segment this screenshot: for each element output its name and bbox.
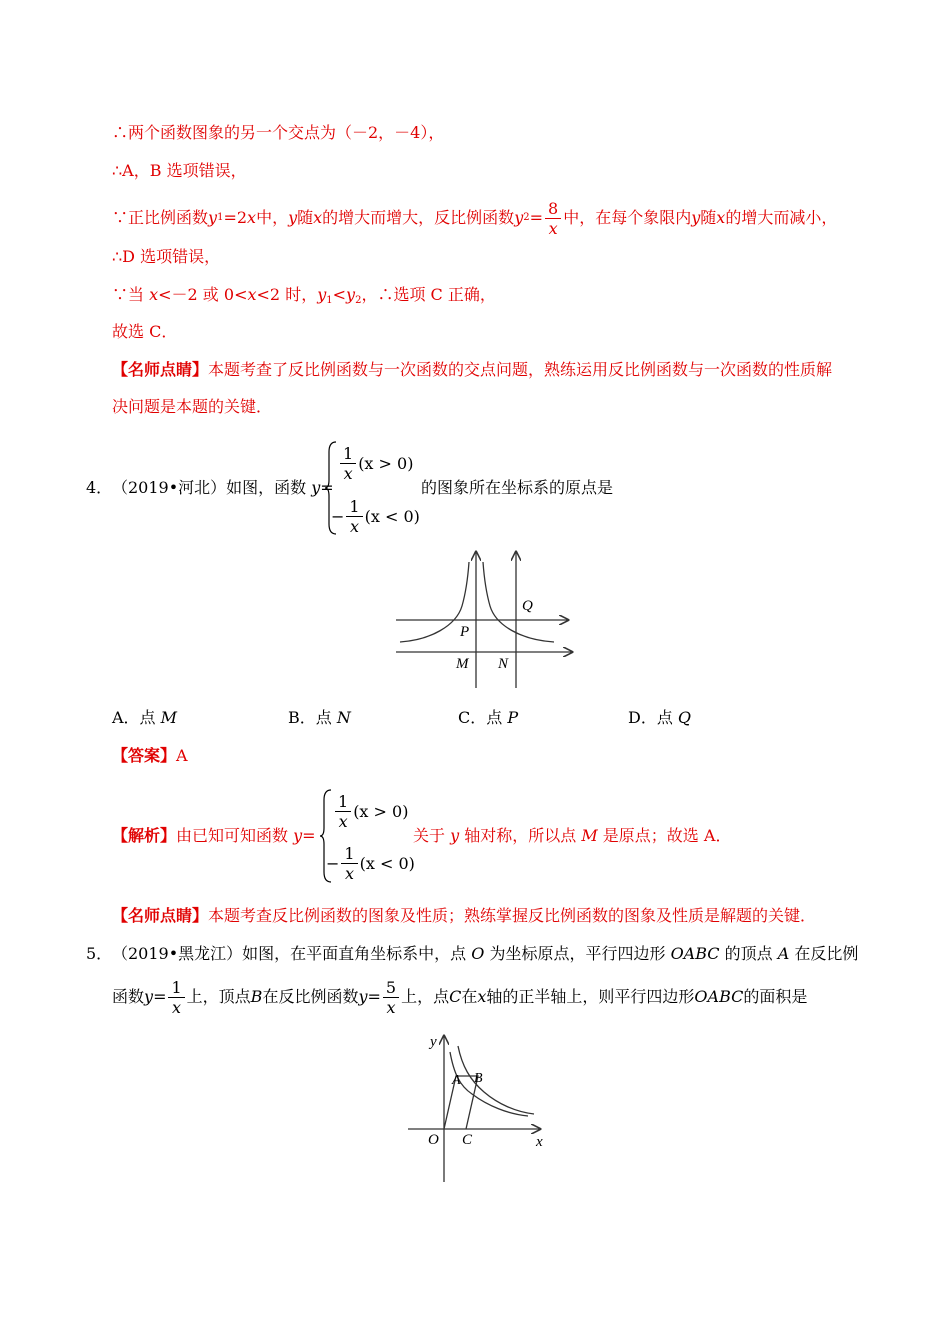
var-x: x	[313, 208, 323, 227]
text: 轴的正半轴上，则平行四边形	[486, 987, 695, 1006]
numerator: 1	[341, 844, 357, 864]
text: <－2 或 0<	[158, 285, 248, 304]
question-5-line-2	[112, 975, 807, 1019]
numerator: 1	[340, 444, 356, 464]
fraction-1-over-x	[168, 978, 184, 1017]
denominator: x	[548, 218, 558, 238]
label-b: B	[474, 1071, 483, 1086]
fraction-1-over-x	[346, 497, 362, 536]
solution-line-5	[112, 285, 496, 305]
text: 的面积是	[743, 987, 808, 1006]
text: 的顶点	[719, 944, 778, 963]
label-n: N	[498, 656, 509, 672]
option-value: P	[507, 708, 519, 727]
question-4-figure	[390, 548, 580, 693]
denominator: x	[338, 811, 348, 831]
solution-line-2: ∴A，B 选项错误，	[112, 161, 247, 180]
condition: (x < 0)	[364, 506, 420, 526]
fraction-1-over-x	[340, 444, 356, 483]
numerator: 5	[383, 978, 399, 998]
label-y: y	[430, 1034, 437, 1050]
minus-sign: −	[331, 506, 345, 526]
text: 中，	[256, 208, 289, 227]
text: <	[332, 285, 347, 304]
text: 中，在每个象限内	[563, 208, 692, 227]
curve-y-1-over-x	[450, 1052, 528, 1116]
subscript: 1	[326, 295, 333, 306]
text: 在反比例	[789, 944, 859, 963]
text: 函数	[112, 987, 145, 1006]
text: ，∴选项 C 正确，	[361, 285, 496, 304]
option-a[interactable]	[112, 708, 177, 728]
analysis-branch-1	[333, 789, 408, 833]
option-key: A．点	[112, 708, 161, 727]
var-y: y	[346, 285, 356, 304]
denominator: x	[349, 516, 360, 536]
option-value: Q	[677, 708, 692, 727]
label-x: x	[536, 1134, 543, 1150]
analysis-label: 【解析】	[112, 826, 177, 845]
curve-y-5-over-x	[458, 1046, 534, 1114]
tip-label: 【名师点睛】	[112, 906, 209, 925]
var-x: x	[149, 285, 159, 304]
text: 是原点；故选 A．	[597, 826, 732, 845]
var-x: x	[477, 987, 487, 1006]
var-oabc: OABC	[694, 987, 744, 1006]
minus-sign: −	[326, 853, 340, 873]
fraction-5-over-x	[383, 978, 399, 1017]
answer-value: A	[176, 746, 188, 765]
option-key: B．点	[288, 708, 337, 727]
var-m: M	[581, 826, 598, 845]
var-y: y	[208, 208, 218, 227]
numerator: 1	[346, 497, 362, 517]
curve-left-branch	[400, 562, 469, 642]
denominator: x	[386, 997, 396, 1017]
text: =	[320, 478, 334, 497]
text: 上，顶点	[186, 987, 251, 1006]
analysis-branch-2	[326, 841, 415, 885]
text: 轴对称，所以点	[459, 826, 582, 845]
text: =2	[223, 208, 248, 227]
var-y: y	[311, 478, 321, 497]
piecewise-branch-1	[338, 441, 413, 485]
option-key: D．点	[628, 708, 678, 727]
var-x: x	[247, 208, 257, 227]
analysis-conclusion	[413, 826, 731, 846]
denominator: x	[172, 997, 182, 1017]
numerator: 1	[168, 978, 184, 998]
label-o: O	[428, 1132, 439, 1148]
text: 的增大而增大，反比例函数	[322, 208, 515, 227]
piecewise-branch-2	[331, 494, 420, 538]
numerator: 8	[545, 199, 561, 219]
tip-text: 本题考查了反比例函数与一次函数的交点问题，熟练运用反比例函数与一次函数的性质解	[208, 360, 833, 379]
condition: (x < 0)	[359, 853, 415, 873]
answer-label: 【答案】	[112, 746, 177, 765]
question-4-number: 4．	[86, 478, 113, 497]
condition: (x > 0)	[353, 801, 409, 821]
text: 在反比例函数	[262, 987, 359, 1006]
label-m: M	[456, 656, 469, 672]
label-q: Q	[522, 598, 533, 614]
question-5-figure	[400, 1028, 560, 1188]
var-x: x	[247, 285, 257, 304]
text: =	[367, 987, 381, 1006]
solution-line-6: 故选 C．	[112, 322, 178, 341]
text: 为坐标原点，平行四边形	[484, 944, 671, 963]
question-4-stem	[112, 478, 334, 498]
label-p: P	[460, 624, 470, 640]
text: =	[302, 826, 316, 845]
var-y: y	[144, 987, 154, 1006]
q4-tip-line	[112, 906, 816, 926]
text: 由已知可知函数	[176, 826, 294, 845]
text: ∵正比例函数	[112, 208, 209, 227]
option-value: M	[160, 708, 178, 727]
question-5-line-1	[112, 944, 858, 964]
option-b[interactable]	[288, 708, 351, 728]
text: =	[529, 208, 544, 227]
var-x: x	[716, 208, 726, 227]
denominator: x	[343, 463, 353, 483]
curve-right-branch	[483, 562, 554, 642]
label-c: C	[462, 1132, 473, 1148]
text: 关于	[413, 826, 451, 845]
var-b: B	[250, 987, 263, 1006]
var-y: y	[293, 826, 303, 845]
var-oabc: OABC	[670, 944, 720, 963]
var-y: y	[450, 826, 460, 845]
numerator: 1	[335, 792, 351, 812]
solution-line-3: ∵正比例函数 y 1 =2 x 中， y 随 x 的增大而增大，反比例函数 y 2 = $\frac{8}{x}$ 中，在每个象限内 y 随 x 的增大而减小，	[112, 198, 838, 238]
text: ∵当	[112, 285, 150, 304]
text: 上，点	[401, 987, 450, 1006]
fraction-1-over-x	[335, 792, 351, 831]
denominator: x	[344, 863, 355, 883]
fraction-8-over-x	[545, 199, 561, 238]
tip-text: 本题考查反比例函数的图象及性质；熟练掌握反比例函数的图象及性质是解题的关键．	[208, 906, 817, 925]
question-4-stem-end: 的图象所在坐标系的原点是	[421, 478, 614, 497]
var-y: y	[358, 987, 368, 1006]
fraction-1-over-x	[341, 844, 357, 883]
text: 随	[297, 208, 314, 227]
var-y: y	[691, 208, 701, 227]
option-d[interactable]	[628, 708, 691, 728]
text: 的增大而减小，	[725, 208, 838, 227]
var-y: y	[288, 208, 298, 227]
var-o: O	[471, 944, 485, 963]
text: （2019•黑龙江）如图，在平面直角坐标系中，点	[112, 944, 472, 963]
option-c[interactable]	[458, 708, 518, 728]
option-key: C．点	[458, 708, 508, 727]
text: （2019•河北）如图，函数	[112, 478, 312, 497]
tip-label: 【名师点睛】	[112, 360, 209, 379]
label-a: A	[452, 1073, 461, 1088]
tip-line-2: 决问题是本题的关键．	[112, 397, 273, 416]
solution-line-1: ∴两个函数图象的另一个交点为（－2，－4），	[112, 123, 445, 142]
var-a: A	[777, 944, 790, 963]
option-value: N	[336, 708, 351, 727]
text: 随	[700, 208, 717, 227]
analysis-line	[112, 826, 316, 846]
text: =	[153, 987, 167, 1006]
condition: (x > 0)	[358, 453, 414, 473]
var-c: C	[449, 987, 462, 1006]
var-y: y	[514, 208, 524, 227]
question-5-number: 5．	[86, 944, 113, 963]
tip-line-1	[112, 360, 832, 380]
text: 在	[461, 987, 478, 1006]
var-y: y	[317, 285, 327, 304]
text: <2 时，	[256, 285, 318, 304]
subscript: 2	[355, 295, 362, 306]
answer-line	[112, 746, 188, 766]
solution-line-4: ∴D 选项错误，	[112, 247, 221, 266]
